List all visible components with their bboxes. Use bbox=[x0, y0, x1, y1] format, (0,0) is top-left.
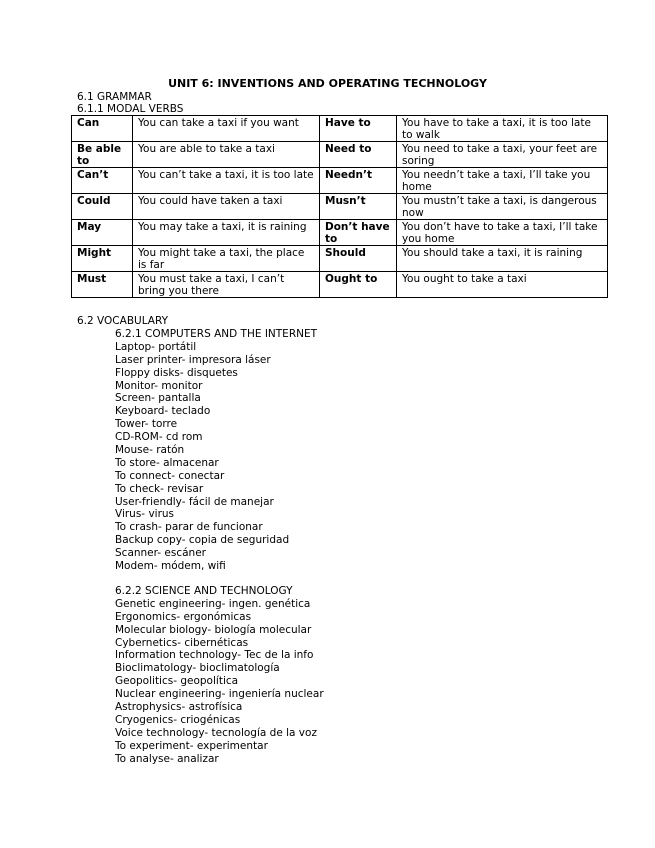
vocabulary-heading: 6.2 VOCABULARY bbox=[77, 315, 169, 327]
modal-example: You should take a taxi, it is raining bbox=[397, 246, 608, 272]
list-item: Keyboard- teclado bbox=[115, 405, 211, 418]
modal-example: You might take a taxi, the place is far bbox=[133, 246, 320, 272]
list-item: Laser printer- impresora láser bbox=[115, 353, 271, 366]
grammar-heading: 6.1 GRAMMAR bbox=[77, 91, 152, 103]
list-item: Tower- torre bbox=[115, 418, 178, 431]
list-item: Laptop- portátil bbox=[115, 340, 197, 353]
modal-example: You ought to take a taxi bbox=[397, 272, 608, 298]
modal-example: You are able to take a taxi bbox=[133, 142, 320, 168]
table-row bbox=[72, 168, 608, 194]
modal-example: You have to take a taxi, it is too late to walk bbox=[397, 116, 608, 142]
table-row bbox=[72, 272, 608, 298]
modal-example: You don’t have to take a taxi, I’ll take you home bbox=[397, 220, 608, 246]
computers-vocabulary-list bbox=[115, 328, 317, 573]
list-item: Nuclear engineering- ingeniería nuclear bbox=[115, 688, 324, 701]
table-row bbox=[72, 116, 608, 142]
section-heading: 6.2.1 COMPUTERS AND THE INTERNET bbox=[115, 328, 318, 340]
modal-verb: Don’t have to bbox=[320, 220, 397, 246]
modal-example: You must take a taxi, I can’t bring you there bbox=[133, 272, 320, 298]
list-item: To check- revisar bbox=[115, 482, 204, 495]
list-item: CD-ROM- cd rom bbox=[115, 431, 203, 444]
modal-example: You need to take a taxi, your feet are soring bbox=[397, 142, 608, 168]
list-item: Astrophysics- astrofísica bbox=[115, 701, 243, 714]
list-item: Scanner- escáner bbox=[115, 547, 206, 560]
modal-verb: Can’t bbox=[72, 168, 133, 194]
list-item: To crash- parar de funcionar bbox=[115, 521, 263, 534]
list-item: Monitor- monitor bbox=[115, 379, 203, 392]
modal-example: You can’t take a taxi, it is too late bbox=[133, 168, 320, 194]
list-item: Backup copy- copia de seguridad bbox=[115, 534, 290, 547]
modal-verb: Need to bbox=[320, 142, 397, 168]
table-row bbox=[72, 142, 608, 168]
list-item: To experiment- experimentar bbox=[115, 739, 268, 752]
list-item: Bioclimatology- bioclimatología bbox=[115, 662, 280, 675]
modal-verb: Could bbox=[72, 194, 133, 220]
list-item: To analyse- analizar bbox=[115, 752, 219, 765]
list-item: Genetic engineering- ingen. genética bbox=[115, 597, 311, 610]
modal-verb: Have to bbox=[320, 116, 397, 142]
modal-verb: Should bbox=[320, 246, 397, 272]
list-item: User-friendly- fácil de manejar bbox=[115, 495, 274, 508]
modal-verb: Needn’t bbox=[320, 168, 397, 194]
modal-example: You may take a taxi, it is raining bbox=[133, 220, 320, 246]
modal-verb: Can bbox=[72, 116, 133, 142]
modal-example: You can take a taxi if you want bbox=[133, 116, 320, 142]
list-item: Floppy disks- disquetes bbox=[115, 366, 238, 379]
modal-verb: Ought to bbox=[320, 272, 397, 298]
list-item: To connect- conectar bbox=[115, 469, 225, 482]
table-row bbox=[72, 194, 608, 220]
list-item: Mouse- ratón bbox=[115, 444, 185, 457]
modal-example: You needn’t take a taxi, I’ll take you home bbox=[397, 168, 608, 194]
list-item: Molecular biology- biología molecular bbox=[115, 623, 312, 636]
page-title: UNIT 6: INVENTIONS AND OPERATING TECHNOLOGY bbox=[168, 77, 487, 90]
list-item: Virus- virus bbox=[115, 508, 175, 521]
list-item: Ergonomics- ergonómicas bbox=[115, 610, 252, 623]
table-row bbox=[72, 246, 608, 272]
modal-verb: Might bbox=[72, 246, 133, 272]
list-item: Geopolitics- geopolítica bbox=[115, 675, 239, 688]
list-item: Voice technology- tecnología de la voz bbox=[115, 726, 317, 739]
modal-example: You mustn’t take a taxi, is dangerous now bbox=[397, 194, 608, 220]
science-vocabulary-list bbox=[115, 585, 324, 765]
modal-verb: Musn’t bbox=[320, 194, 397, 220]
table-row bbox=[72, 220, 608, 246]
modal-example: You could have taken a taxi bbox=[133, 194, 320, 220]
list-item: To store- almacenar bbox=[115, 456, 219, 469]
modal-verbs-table bbox=[71, 115, 608, 298]
modal-verb: May bbox=[72, 220, 133, 246]
list-item: Screen- pantalla bbox=[115, 392, 201, 405]
modal-verb: Must bbox=[72, 272, 133, 298]
section-heading: 6.2.2 SCIENCE AND TECHNOLOGY bbox=[115, 585, 293, 597]
list-item: Cryogenics- criogénicas bbox=[115, 713, 241, 726]
list-item: Cybernetics- cibernéticas bbox=[115, 636, 249, 649]
modal-verbs-heading: 6.1.1 MODAL VERBS bbox=[77, 103, 184, 115]
list-item: Information technology- Tec de la info bbox=[115, 649, 314, 662]
modal-verb: Be able to bbox=[72, 142, 133, 168]
list-item: Modem- módem, wifi bbox=[115, 560, 226, 573]
